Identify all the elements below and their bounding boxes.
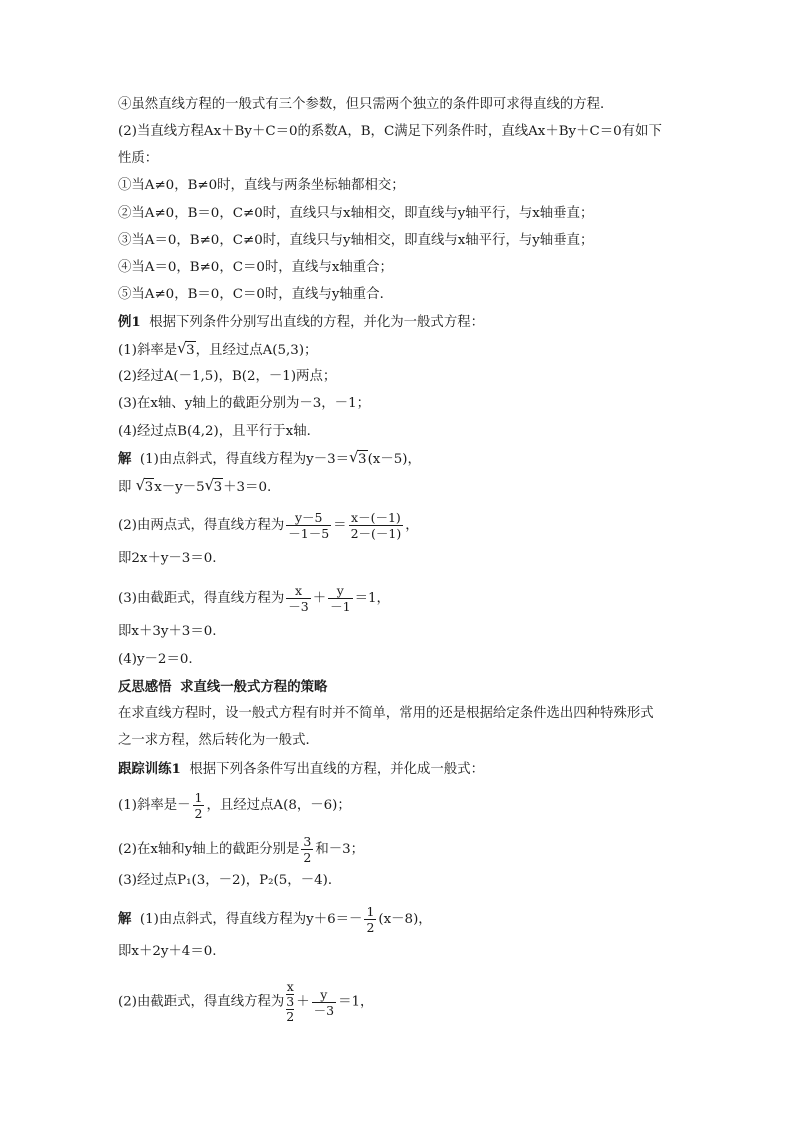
numerator: x－(－1) (349, 510, 404, 526)
text: (3)由截距式，得直线方程为 (118, 591, 285, 606)
practice-item (118, 834, 364, 865)
fraction (286, 510, 331, 541)
radicand: 3 (186, 343, 195, 358)
text: ＝1， (354, 591, 390, 606)
fraction (301, 834, 313, 865)
text: ＋ (312, 591, 327, 606)
solution-line (118, 510, 419, 541)
paragraph: (2)当直线方程Ax＋By＋C＝0的系数A，B，C满足下列条件时，直线Ax＋By＋C＝0有如下 (118, 124, 662, 139)
sqrt: √ 3 (204, 476, 223, 495)
fraction (193, 790, 205, 821)
solution-line: 即x＋2y＋4＝0. (118, 944, 217, 959)
radicand: 3 (213, 480, 223, 495)
example-text: 根据下列条件分别写出直线的方程，并化为一般式方程： (149, 315, 484, 330)
text: 和－3； (315, 842, 365, 857)
paragraph: 在求直线方程时，设一般式方程有时并不简单，常用的还是根据给定条件选出四种特殊形式 (118, 706, 654, 721)
numerator: y－5 (286, 510, 331, 526)
numerator: x (286, 583, 310, 599)
numerator: y (328, 583, 352, 599)
text: (2)由截距式，得直线方程为 (118, 994, 285, 1010)
example-item: (2)经过A(－1,5)，B(2，－1)两点； (118, 369, 337, 384)
solution-line: 即x＋3y＋3＝0. (118, 624, 217, 639)
fraction (312, 987, 336, 1018)
reflection-label: 反思感悟 (118, 679, 172, 695)
property-item: ⑤当A≠0，B＝0，C＝0时，直线与y轴重合． (118, 287, 393, 302)
practice-item: (3)经过点P₁(3，－2)，P₂(5，－4)． (118, 873, 342, 888)
text: ＋3＝0. (223, 480, 272, 495)
denominator: －3 (288, 599, 309, 614)
numerator: 1 (366, 904, 375, 919)
property-item: ④当A＝0，B≠0，C＝0时，直线与x轴重合； (118, 260, 393, 275)
sqrt: √ 3 (135, 476, 154, 495)
fraction (364, 904, 376, 935)
property-item: ②当A≠0，B＝0，C≠0时，直线只与x轴相交，即直线与y轴平行，与x轴垂直； (118, 206, 594, 221)
numerator: 1 (194, 790, 203, 805)
text: (1)斜率是－ (118, 798, 191, 813)
denominator (286, 995, 294, 1024)
denominator: －1－5 (288, 526, 330, 541)
numerator: 3 (286, 994, 295, 1009)
paragraph: 之一求方程，然后转化为一般式． (118, 733, 319, 748)
solution-line (118, 980, 373, 1024)
denominator: 2 (366, 920, 375, 935)
text: (2)在x轴和y轴上的截距分别是 (118, 842, 300, 857)
text: (x－5)， (367, 452, 421, 467)
solution-line (118, 583, 390, 614)
property-item: ①当A≠0，B≠0时，直线与两条坐标轴都相交； (118, 178, 405, 193)
paragraph: 性质： (118, 151, 159, 166)
text: (1)由点斜式，得直线方程为y－3＝ (139, 452, 350, 467)
example-heading (118, 313, 484, 332)
text: ＝1， (338, 994, 374, 1010)
solution-line (118, 904, 432, 935)
text: ，且经过点A(5,3)； (195, 343, 318, 358)
compound-fraction (286, 980, 294, 1024)
fraction (349, 510, 404, 541)
solution-line (118, 450, 421, 469)
example-item (118, 341, 317, 360)
sqrt: √ 3 (177, 339, 195, 358)
example-item: (4)经过点B(4,2)，且平行于x轴． (118, 424, 321, 439)
solution-line: 即2x＋y－3＝0. (118, 551, 217, 566)
denominator: 2－(－1) (350, 526, 402, 541)
solution-line: (4)y－2＝0. (118, 652, 193, 667)
fraction (286, 583, 310, 614)
numerator: y (312, 987, 336, 1003)
example-label: 例1 (118, 314, 141, 330)
numerator: 3 (303, 834, 312, 849)
numerator: x (286, 979, 294, 994)
text: ，且经过点A(8，－6)； (206, 798, 351, 813)
paragraph: ④虽然直线方程的一般式有三个参数，但只需两个独立的条件即可求得直线的方程． (118, 97, 614, 112)
text: ， (405, 518, 419, 533)
inner-fraction (286, 995, 294, 1024)
text: x－y－5 (154, 480, 205, 495)
practice-item (118, 790, 351, 821)
denominator: 2 (194, 806, 203, 821)
reflection-title: 求直线一般式方程的策略 (180, 679, 328, 695)
text: (2)由两点式，得直线方程为 (118, 518, 285, 533)
text: (x－8)， (378, 912, 432, 927)
text: 即 (118, 480, 132, 495)
denominator: 2 (286, 1009, 295, 1024)
text: ＝ (333, 518, 347, 533)
solution-label: 解 (118, 451, 132, 467)
practice-text: 根据下列各条件写出直线的方程，并化成一般式： (189, 762, 484, 777)
denominator: －3 (313, 1002, 335, 1018)
denominator: 2 (303, 850, 312, 865)
reflection-heading (118, 678, 327, 697)
fraction (328, 583, 352, 614)
sqrt: √ 3 (349, 448, 367, 467)
solution-label: 解 (118, 911, 132, 927)
radicand: 3 (144, 480, 154, 495)
property-item: ③当A＝0，B≠0，C≠0时，直线只与y轴相交，即直线与x轴平行，与y轴垂直； (118, 233, 594, 248)
practice-label: 跟踪训练1 (118, 761, 181, 777)
denominator: －1 (330, 599, 351, 614)
text: (1)斜率是 (118, 343, 178, 358)
radicand: 3 (358, 452, 367, 467)
example-item: (3)在x轴、y轴上的截距分别为－3，－1； (118, 396, 370, 411)
practice-heading (118, 760, 484, 779)
text: ＋ (296, 994, 310, 1010)
solution-line (118, 478, 271, 497)
text: (1)由点斜式，得直线方程为y＋6＝－ (139, 912, 363, 927)
